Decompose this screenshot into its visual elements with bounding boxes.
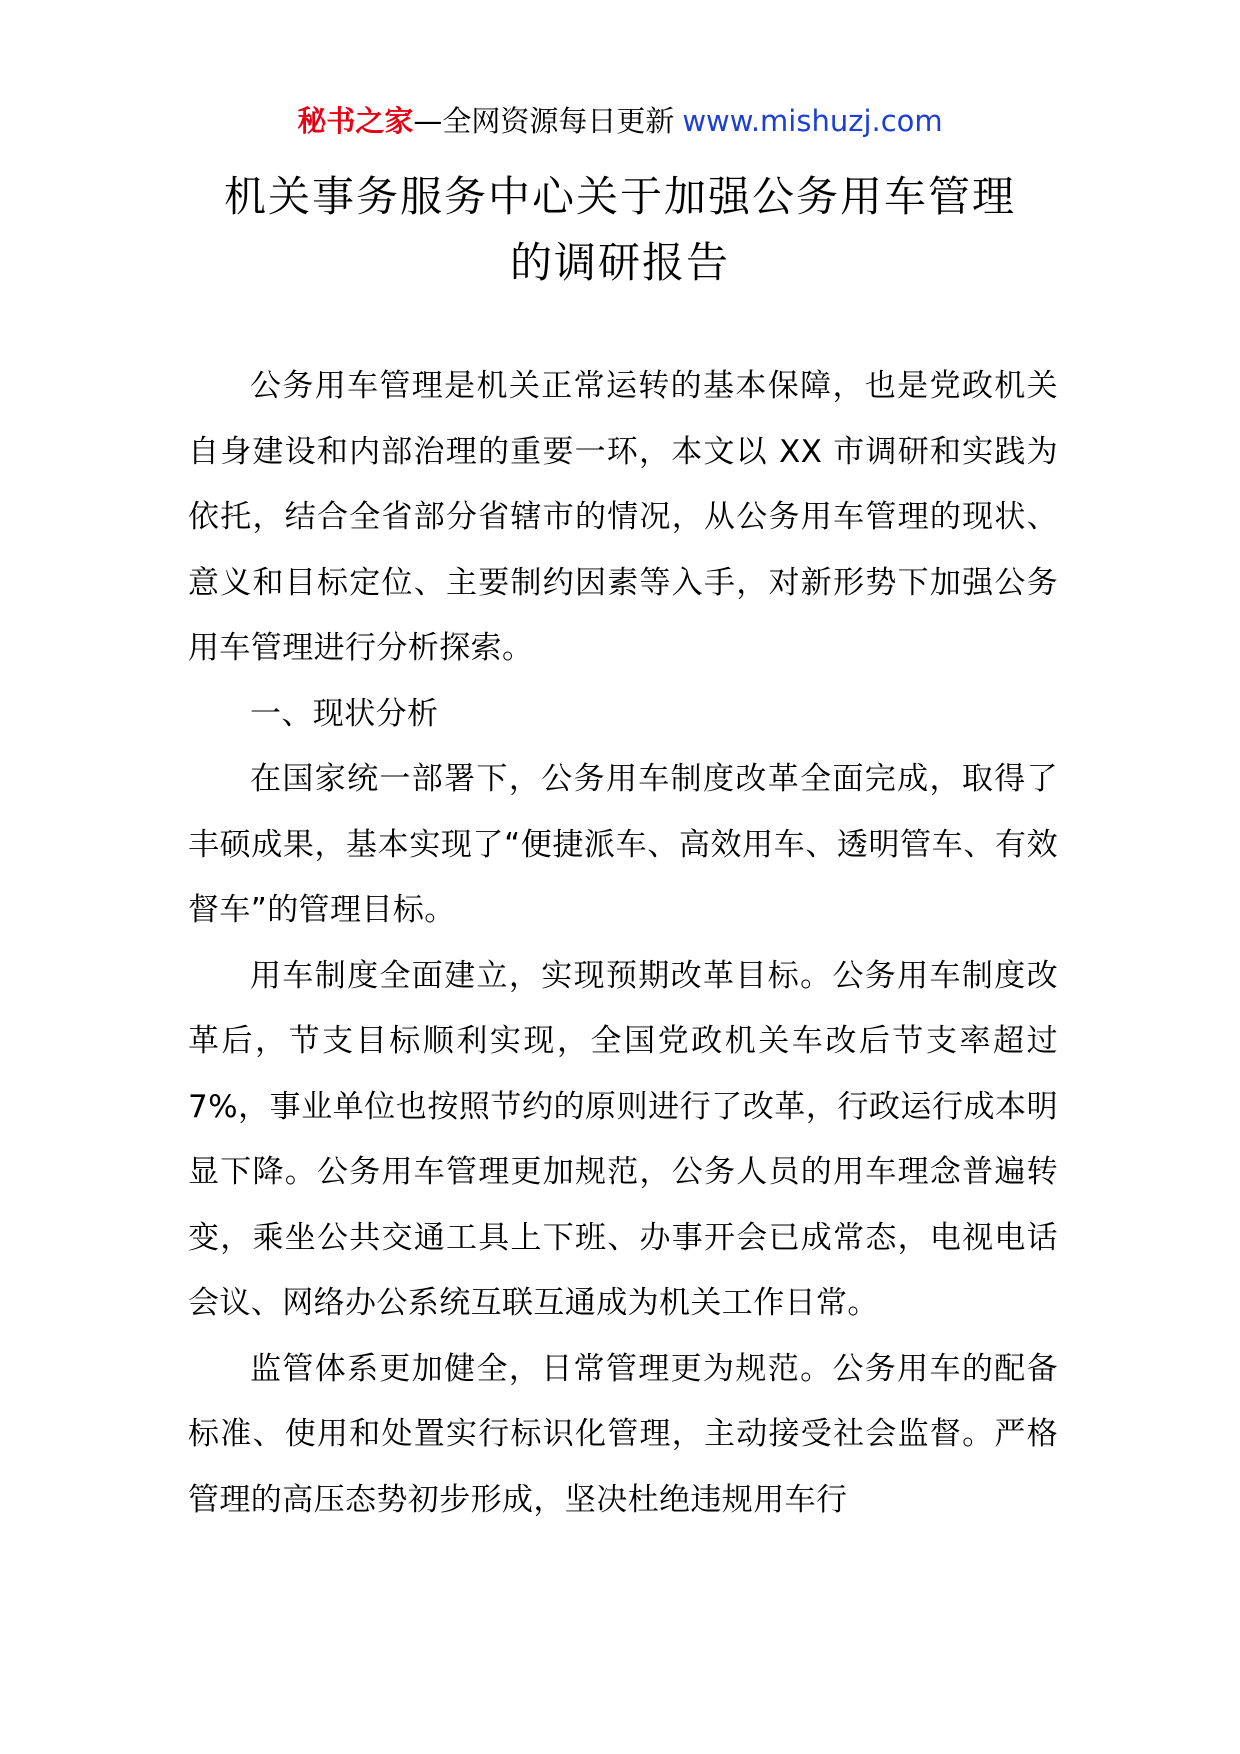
paragraph-intro: 公务用车管理是机关正常运转的基本保障，也是党政机关自身建设和内部治理的重要一环，本文以 XX 市调研和实践为依托，结合全省部分省辖市的情况，从公务用车管理的现状、意义和目标定位、主要制约因素等入手，对新形势下加强公务用车管理进行分析探索。 bbox=[188, 368, 1058, 666]
document-title bbox=[180, 164, 1060, 296]
section-heading: 一、现状分析 bbox=[250, 695, 439, 732]
paragraph: 监管体系更加健全，日常管理更为规范。公务用车的配备标准、使用和处置实行标识化管理，主动接受社会监督。严格管理的高压态势初步形成，坚决杜绝违规用车行 bbox=[188, 1350, 1058, 1518]
site-link[interactable]: www.mishuzj.com bbox=[682, 104, 943, 138]
title-line-2: 的调研报告 bbox=[509, 238, 730, 287]
header-tagline: —全网资源每日更新 bbox=[413, 104, 675, 138]
title-line-1: 机关事务服务中心关于加强公务用车管理 bbox=[223, 172, 1016, 221]
paragraph: 用车制度全面建立，实现预期改革目标。公务用车制度改革后，节支目标顺利实现，全国党政机关车改后节支率超过 7%，事业单位也按照节约的原则进行了改革，行政运行成本明显下降。公务用车管理更加规范，公务人员的用车理念普遍转变，乘坐公共交通工具上下班、办事开会已成常态，电视电话会议、网络办公系统互联互通成为机关工作日常。 bbox=[188, 957, 1058, 1321]
document-body bbox=[188, 354, 1058, 1533]
watermark-header bbox=[0, 101, 1240, 141]
paragraph: 在国家统一部署下，公务用车制度改革全面完成，取得了丰硕成果，基本实现了“便捷派车、高效用车、透明管车、有效督车”的管理目标。 bbox=[188, 761, 1058, 928]
brand-name: 秘书之家 bbox=[297, 104, 414, 138]
